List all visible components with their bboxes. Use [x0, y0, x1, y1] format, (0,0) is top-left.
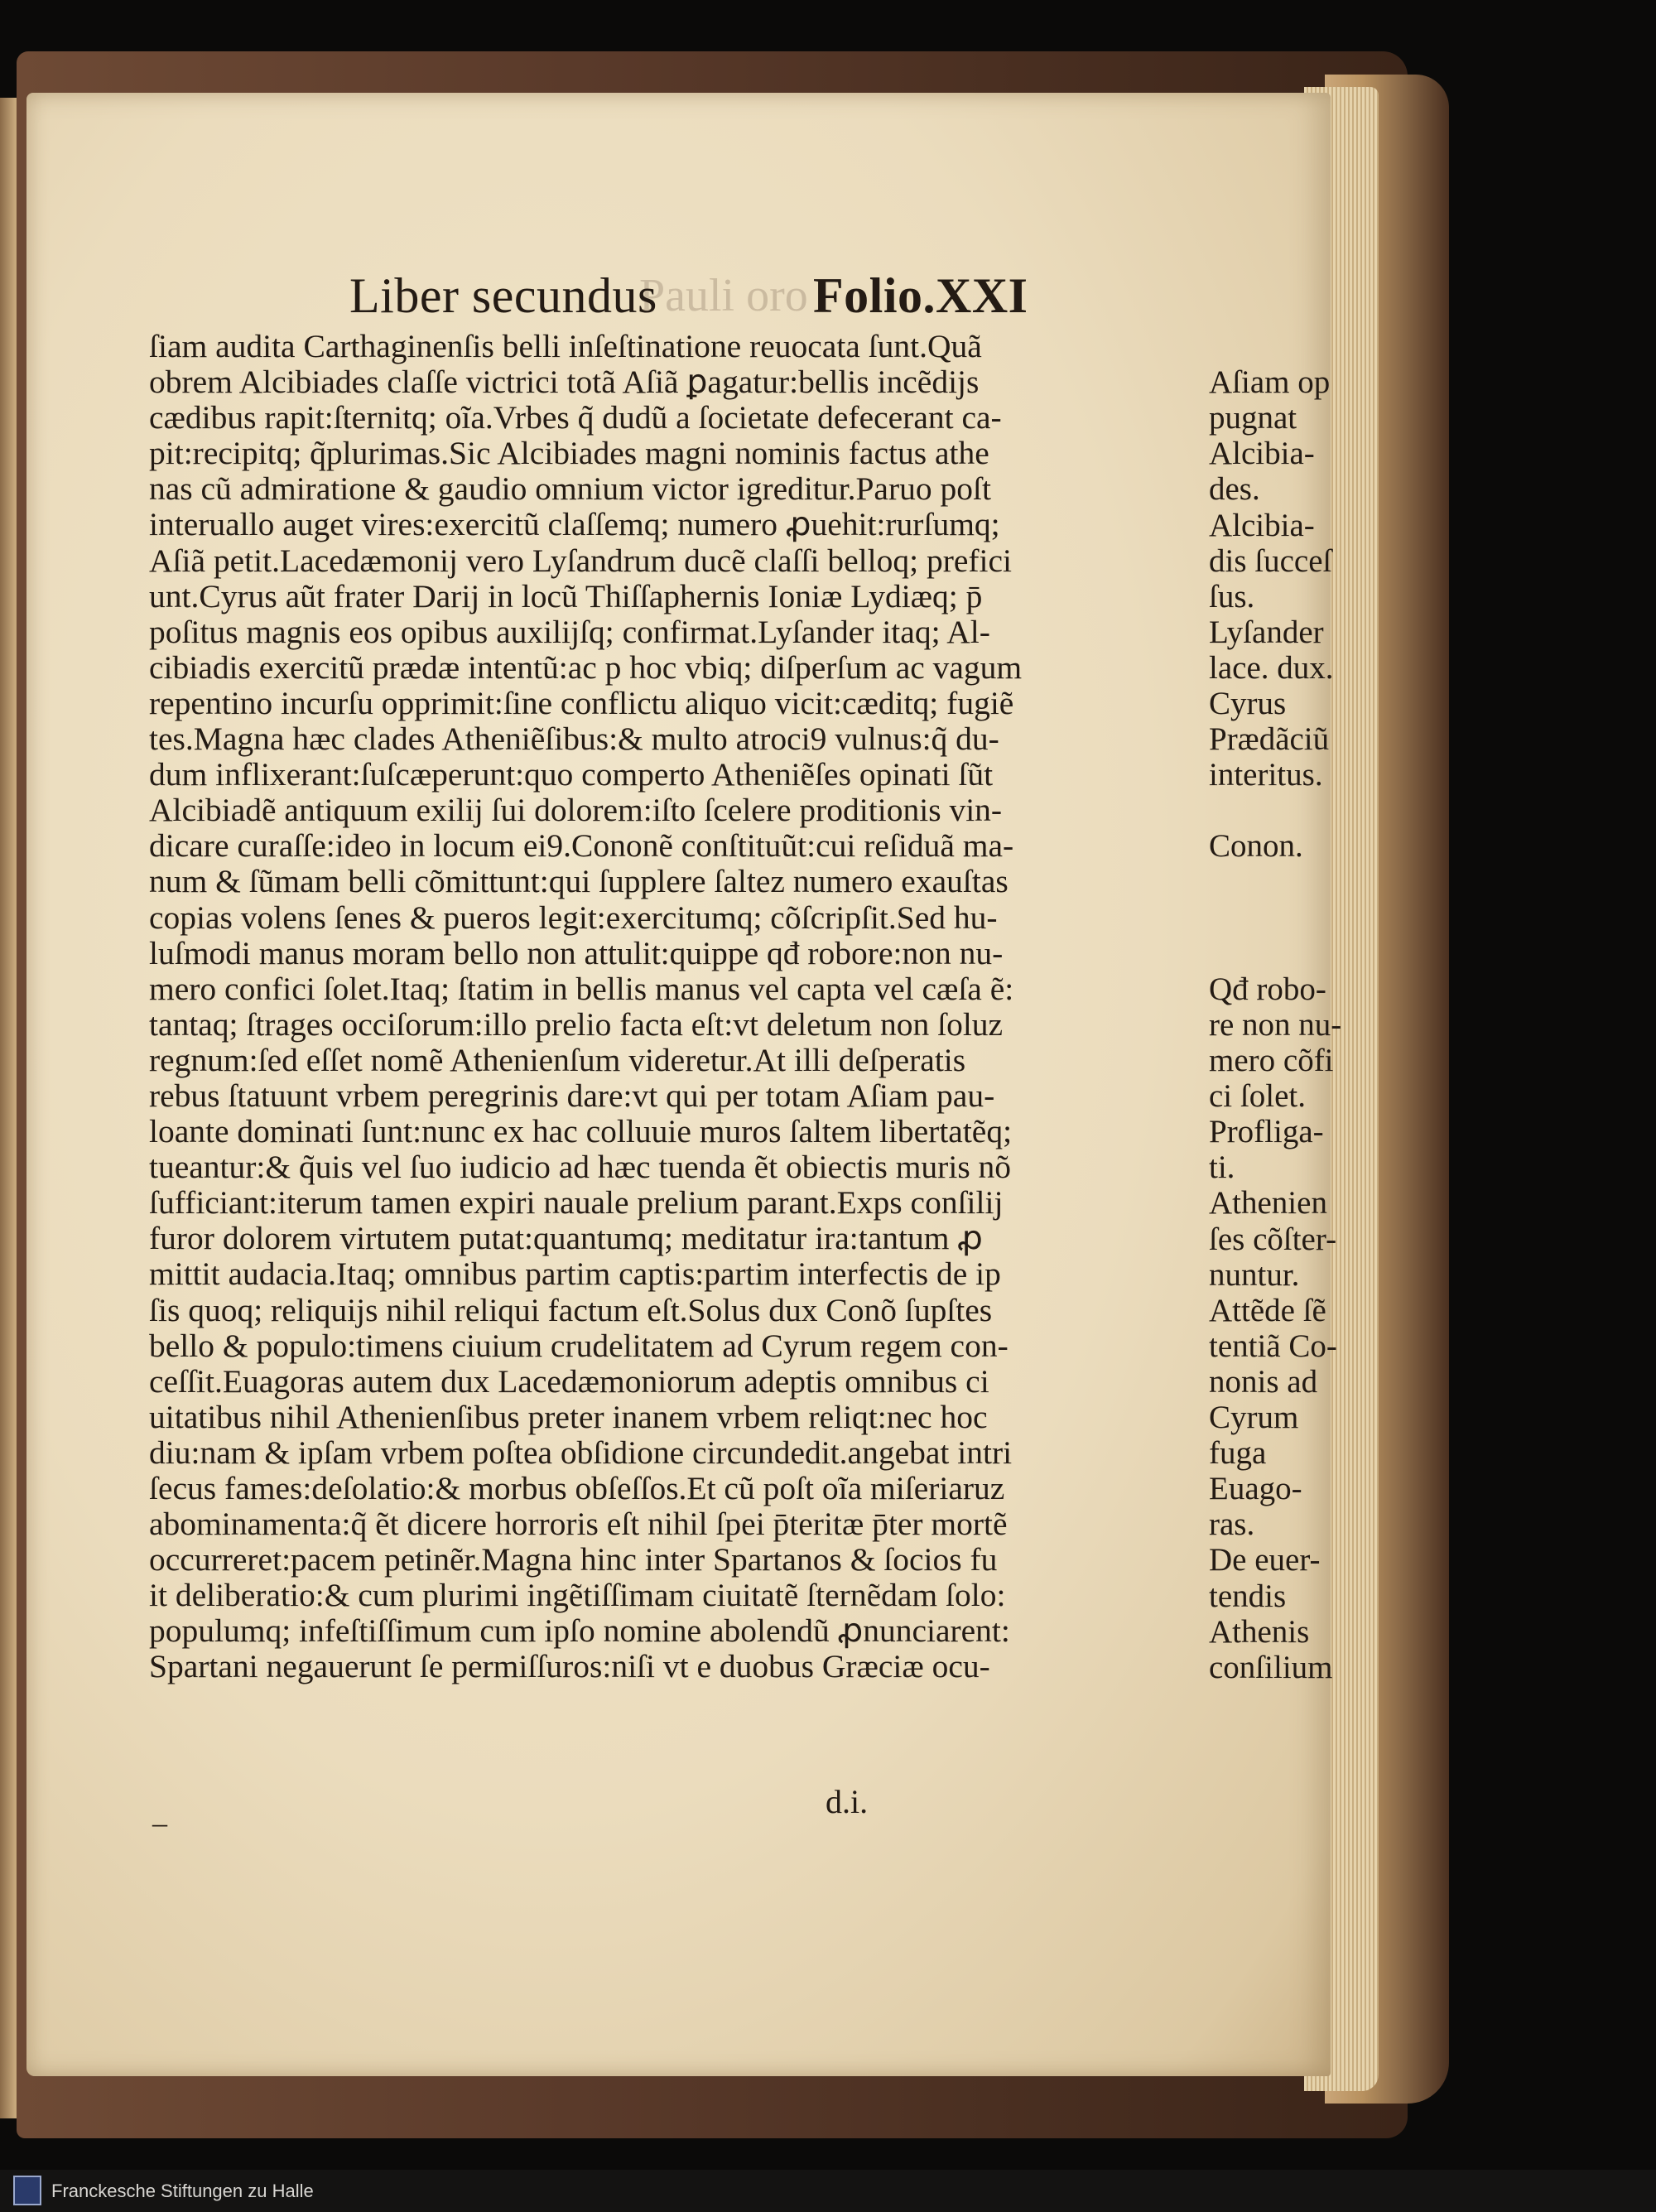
institution-logo-icon [13, 2176, 41, 2205]
text-line: tueantur:& q̃uis vel ſuo iudicio ad hæc tuenda ẽt obiectis muris nõ [149, 1149, 1012, 1186]
text-line: interuallo auget vires:exercitũ claſſemq; numero ꝓuehit:rurſumq; [149, 507, 1000, 543]
bleed-through-text: Pauli oro [639, 270, 808, 321]
book-page [26, 93, 1342, 2076]
margin-note: conſilium [1209, 1649, 1333, 1685]
running-head [349, 267, 1028, 325]
text-line: dicare curaſſe:ideo in locum ei9.Cononẽ conſtituũt:cui reſiduã ma- [149, 828, 1014, 865]
margin-note: Euago- [1209, 1471, 1302, 1507]
text-line: cibiadis exercitũ prædæ intentũ:ac p hoc vbiq; diſperſum ac vagum [149, 649, 1023, 686]
text-line: populumq; infeſtiſſimum cum ipſo nomine abolendũ ꝓnunciarent: [149, 1613, 1010, 1650]
text-line: rebus ſtatuunt vrbem peregrinis dare:vt qui per totam Aſiam pau- [149, 1077, 995, 1114]
signature-mark: d.i. [826, 1783, 869, 1820]
dash-mark: – [152, 1806, 167, 1839]
margin-note: nuntur. [1209, 1256, 1300, 1293]
margin-note: dis ſucceſ [1209, 542, 1332, 579]
folio-number: Folio.XXI [813, 268, 1028, 323]
text-line: cædibus rapit:ſternitq; oĩa.Vrbes q̃ dudũ a ſocietate defecerant ca- [149, 400, 1002, 436]
margin-note: ſes cõſter- [1209, 1221, 1337, 1257]
text-line: Alcibiadẽ antiquum exilij ſui dolorem:iſto ſcelere proditionis vin- [149, 793, 1003, 829]
margin-note: mero cõfi [1209, 1043, 1334, 1078]
margin-note: Lyſander [1209, 614, 1324, 650]
text-line: ſecus fames:deſolatio:& morbus obſeſſos.Et cũ poſt oĩa miſeriaruz [149, 1471, 1005, 1506]
text-line: copias volens ſenes & pueros legit:exercitumq; cõſcripſit.Sed hu- [149, 899, 998, 936]
margin-note: Alcibia- [1209, 507, 1315, 543]
margin-note: ſus. [1209, 578, 1255, 614]
text-line: poſitus magnis eos opibus auxilijſq; confirmat.Lyſander itaq; Al- [149, 614, 990, 650]
text-line: ceſſit.Euagoras autem dux Lacedæmoniorum adeptis omnibus ci [149, 1363, 989, 1400]
marginal-notes [1209, 329, 1366, 2068]
margin-note: Cyrum [1209, 1400, 1299, 1435]
margin-note: tendis [1209, 1578, 1287, 1614]
margin-note: Cyrus [1209, 686, 1287, 721]
text-line: ſis quoq; reliquijs nihil reliqui factum eſt.Solus dux Conõ ſupſtes [149, 1292, 993, 1328]
text-line: Spartani negauerunt ſe permiſſuros:niſi vt e duobus Græciæ ocu- [149, 1649, 990, 1685]
text-line: luſmodi manus moram bello non attulit:quippe qđ robore:non nu- [149, 935, 1004, 971]
text-line: tantaq; ſtrages occiſorum:illo prelio facta eſt:vt deletum non ſoluz [149, 1006, 1004, 1043]
margin-note: tentiã Co- [1209, 1328, 1337, 1364]
text-line: dum inflixerant:ſuſcæperunt:quo comperto Atheniẽſes opinati ſũt [149, 757, 994, 793]
text-line: ſiam audita Carthaginenſis belli inſeſtinatione reuocata ſunt.Quã [149, 329, 982, 364]
margin-note: Qđ robo- [1209, 971, 1326, 1007]
footer-institution: Franckesche Stiftungen zu Halle [51, 2181, 314, 2201]
margin-note: Athenien [1209, 1185, 1327, 1222]
text-line: abominamenta:q̃ ẽt dicere horroris eſt nihil ſpei p̄teritæ p̄ter mortẽ [149, 1506, 1008, 1543]
margin-note: Attẽde ſẽ [1209, 1292, 1326, 1328]
text-line: uitatibus nihil Athenienſibus preter inanem vrbem reliqt:nec hoc [149, 1399, 988, 1435]
margin-note: nonis ad [1209, 1363, 1318, 1400]
text-line: num & ſũmam belli cõmittunt:qui ſupplere ſaltez numero exauſtas [149, 864, 1009, 900]
text-line: it deliberatio:& cum plurimi ingẽtiſſimam ciuitatẽ ſternẽdam ſolo: [149, 1578, 1006, 1614]
main-text-block [149, 329, 1342, 1685]
margin-note: ras. [1209, 1506, 1255, 1543]
margin-note: des. [1209, 471, 1260, 508]
text-line: occurreret:pacem petinẽr.Magna hinc inter Spartanos & ſocios fu [149, 1542, 998, 1578]
margin-note: re non nu- [1209, 1006, 1342, 1043]
margin-note: Conon. [1209, 828, 1303, 865]
text-line: loante dominati ſunt:nunc ex hac colluuie muros ſaltem libertatẽq; [149, 1114, 1013, 1150]
margin-note: interitus. [1209, 757, 1323, 793]
margin-note: pugnat [1209, 400, 1297, 436]
running-head-left: Liber secundus [349, 268, 657, 323]
margin-note: Aſiam op [1209, 364, 1331, 401]
text-line: bello & populo:timens ciuium crudelitatem ad Cyrum regem con- [149, 1328, 1009, 1364]
text-line: tes.Magna hæc clades Atheniẽſibus:& multo atroci9 vulnus:q̃ du- [149, 721, 999, 758]
margin-note: Athenis [1209, 1613, 1310, 1650]
text-line: diu:nam & ipſam vrbem poſtea obſidione circundedit.angebat intri [149, 1434, 1013, 1471]
margin-note: Prædãciũ [1209, 721, 1330, 758]
text-line: obrem Alcibiades claſſe victrici totã Aſiã ꝑagatur:bellis incẽdijs [149, 364, 980, 401]
text-line: nas cũ admiratione & gaudio omnium victor igreditur.Paruo poſt [149, 471, 991, 508]
margin-note: ci ſolet. [1209, 1078, 1306, 1115]
margin-note: lace. dux. [1209, 649, 1334, 686]
margin-note: De euer- [1209, 1542, 1321, 1578]
margin-note: ti. [1209, 1149, 1235, 1186]
text-line: mero confici ſolet.Itaq; ſtatim in bellis manus vel capta vel cæſa ẽ: [149, 971, 1014, 1007]
margin-note: Alcibia- [1209, 436, 1315, 472]
text-line: mittit audacia.Itaq; omnibus partim captis:partim interfectis de ip [149, 1256, 1001, 1293]
text-line: unt.Cyrus aũt frater Darij in locũ Thiſſaphernis Ioniæ Lydiæq; p̄ [149, 578, 983, 614]
margin-note: fuga [1209, 1435, 1267, 1472]
text-line: repentino incurſu opprimit:ſine conflictu aliquo vicit:cæditq; fugiẽ [149, 685, 1014, 721]
text-line: furor dolorem virtutem putat:quantumq; meditatur ira:tantum ꝓ [149, 1221, 983, 1257]
text-line: pit:recipitq; q̃plurimas.Sic Alcibiades magni nominis factus athe [149, 436, 989, 472]
text-line: Aſiã petit.Lacedæmonij vero Lyſandrum ducẽ claſſi belloq; prefici [149, 542, 1013, 579]
text-line: regnum:ſed eſſet nomẽ Athenienſum videretur.At illi deſperatis [149, 1042, 966, 1078]
margin-note: Profliga- [1209, 1114, 1324, 1150]
text-line: ſufficiant:iterum tamen expiri nauale prelium parant.Exps conſilij [149, 1185, 1004, 1222]
